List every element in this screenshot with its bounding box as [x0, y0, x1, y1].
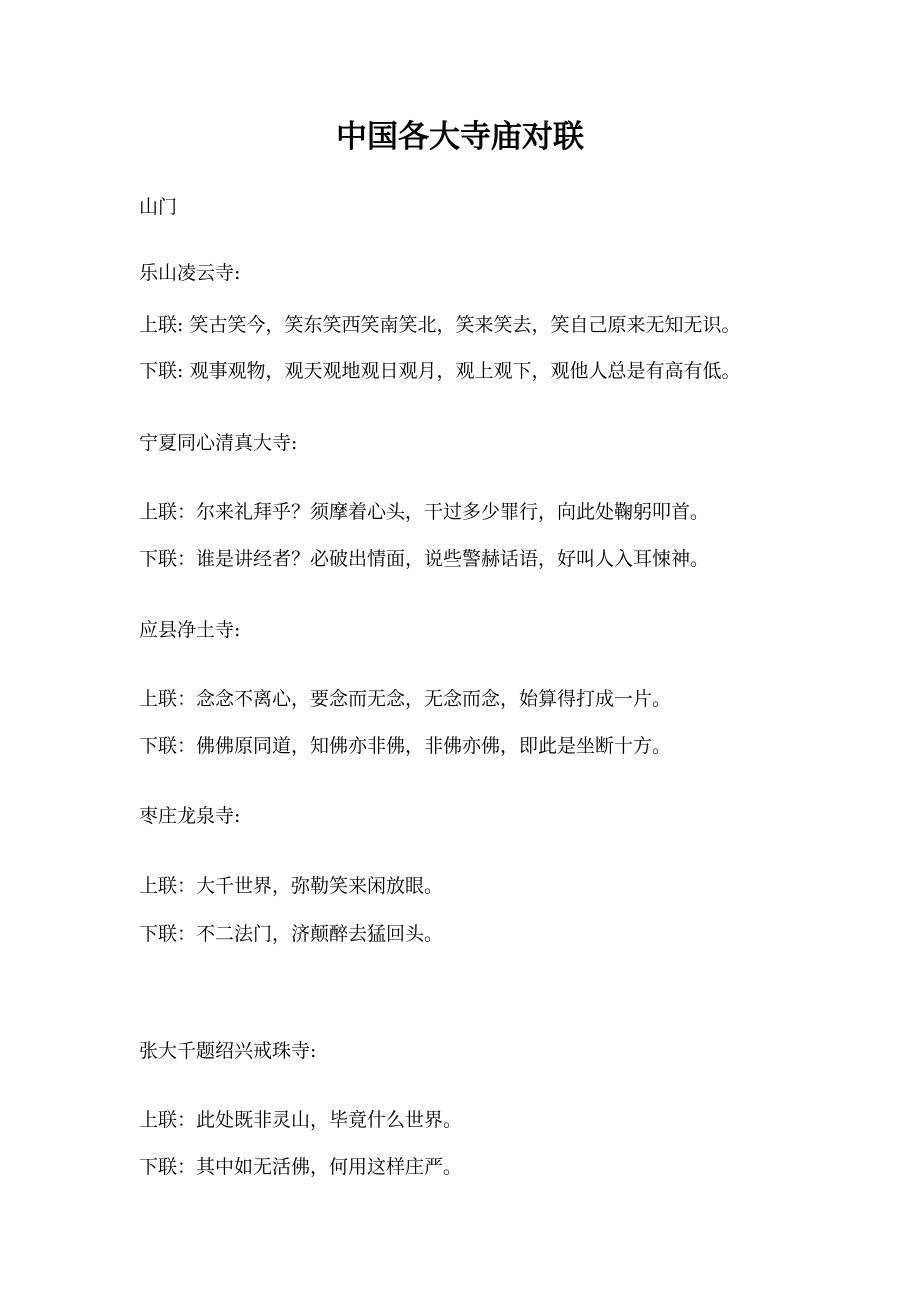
couplet-lower-longquan: 下联：不二法门，济颠醉去猛回头。	[139, 923, 444, 945]
section-heading: 山门	[139, 196, 178, 218]
temple-name-longquan: 枣庄龙泉寺:	[139, 805, 241, 827]
couplet-lower-tongxin: 下联：谁是讲经者？必破出情面，说些警赫话语，好叫人入耳悚神。	[139, 548, 710, 570]
couplet-lower-jingtu: 下联：佛佛原同道，知佛亦非佛，非佛亦佛，即此是坐断十方。	[139, 735, 672, 757]
temple-name-jiezhu: 张大千题绍兴戒珠寺:	[139, 1040, 317, 1062]
temple-name-lingyun: 乐山凌云寺:	[139, 262, 241, 284]
couplet-upper-jiezhu: 上联：此处既非灵山，毕竟什么世界。	[139, 1109, 463, 1131]
temple-name-tongxin: 宁夏同心清真大寺:	[139, 432, 298, 454]
temple-name-jingtu: 应县净土寺:	[139, 619, 241, 641]
couplet-upper-lingyun: 上联: 笑古笑今，笑东笑西笑南笑北，笑来笑去，笑自己原来无知无识。	[139, 314, 741, 336]
document-title: 中国各大寺庙对联	[336, 119, 584, 155]
couplet-upper-longquan: 上联：大千世界，弥勒笑来闲放眼。	[139, 875, 444, 897]
couplet-lower-lingyun: 下联: 观事观物，观天观地观日观月，观上观下，观他人总是有高有低。	[139, 360, 741, 382]
couplet-upper-jingtu: 上联：念念不离心，要念而无念，无念而念，始算得打成一片。	[139, 688, 672, 710]
couplet-upper-tongxin: 上联：尔来礼拜乎？须摩着心头，干过多少罪行，向此处鞠躬叩首。	[139, 501, 710, 523]
couplet-lower-jiezhu: 下联：其中如无活佛，何用这样庄严。	[139, 1156, 463, 1178]
